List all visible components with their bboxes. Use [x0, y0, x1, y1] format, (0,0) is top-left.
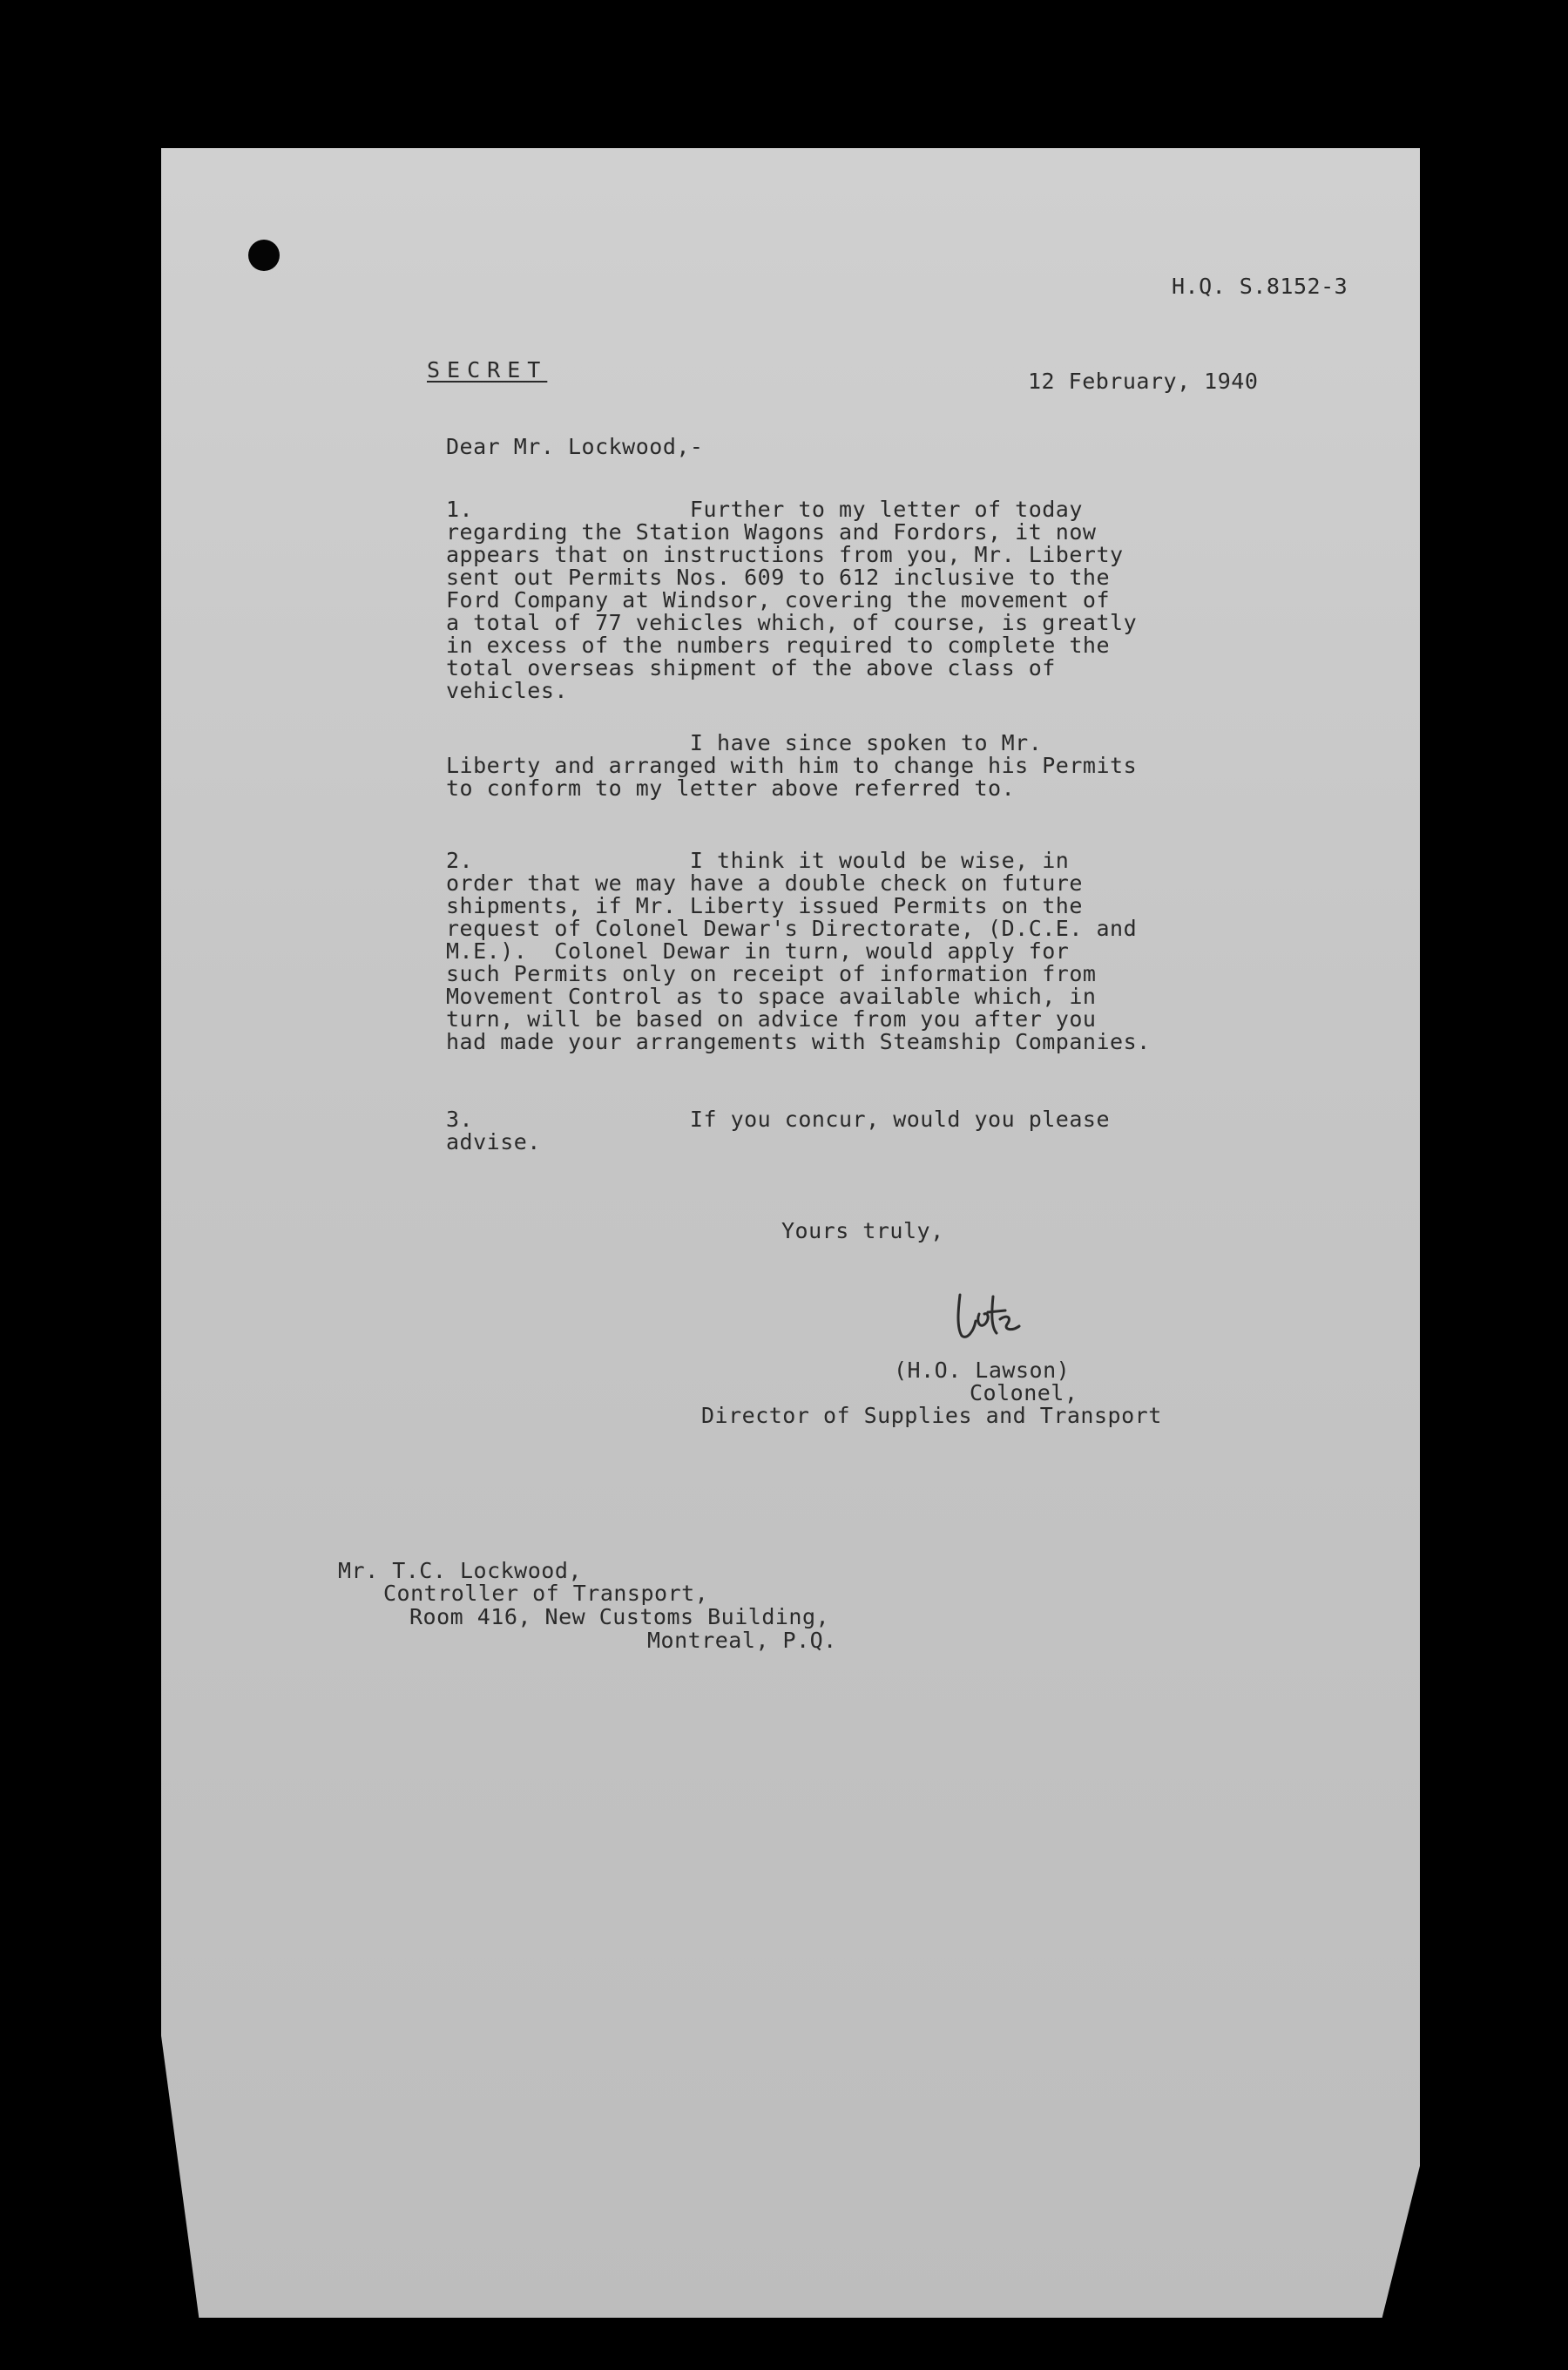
- paragraph-1-continued: I have since spoken to Mr. Liberty and arranged with him to change his Permits to conform to my letter above referred to.: [446, 730, 1138, 801]
- reference-number: H.Q. S.8152-3: [1172, 274, 1348, 299]
- closing: Yours truly,: [781, 1218, 944, 1243]
- signatory-rank: Colonel,: [970, 1380, 1078, 1405]
- letter-date: 12 February, 1940: [1028, 369, 1259, 394]
- signatory-name: (H.O. Lawson): [894, 1358, 1071, 1383]
- paragraph-2: 2. I think it would be wise, in order that we may have a double check on future shipments, if Mr. Liberty issued Permits on the request of Colonel Dewar's Directorate, (D.C.E. and M.E.). Colonel Dewar in turn, would apply for such Permits only on receipt of information from Movement Control as to space available which, in turn, will be based on advice from you after you had made your arrangements with Steamship Companies.: [446, 848, 1151, 1054]
- signatory-title: Director of Supplies and Transport: [701, 1403, 1162, 1428]
- paragraph-1: 1. Further to my letter of today regarding the Station Wagons and Fordors, it now appears that on instructions from you, Mr. Liberty sent out Permits Nos. 609 to 612 inclusive to the Ford Company at Windsor, covering the movement of a total of 77 vehicles which, of course, is greatly in excess of the numbers required to complete the total overseas shipment of the above class of vehicles.: [446, 497, 1138, 703]
- punch-hole: [248, 240, 280, 271]
- addressee-room: Room 416, New Customs Building,: [409, 1604, 830, 1629]
- addressee-city: Montreal, P.Q.: [647, 1628, 837, 1653]
- addressee-position: Controller of Transport,: [383, 1581, 709, 1606]
- paragraph-3: 3. If you concur, would you please advise.: [446, 1107, 1111, 1155]
- salutation: Dear Mr. Lockwood,-: [446, 434, 704, 459]
- handwritten-signature: [950, 1288, 1028, 1349]
- addressee-name: Mr. T.C. Lockwood,: [338, 1558, 582, 1583]
- classification-mark: SECRET: [427, 357, 548, 383]
